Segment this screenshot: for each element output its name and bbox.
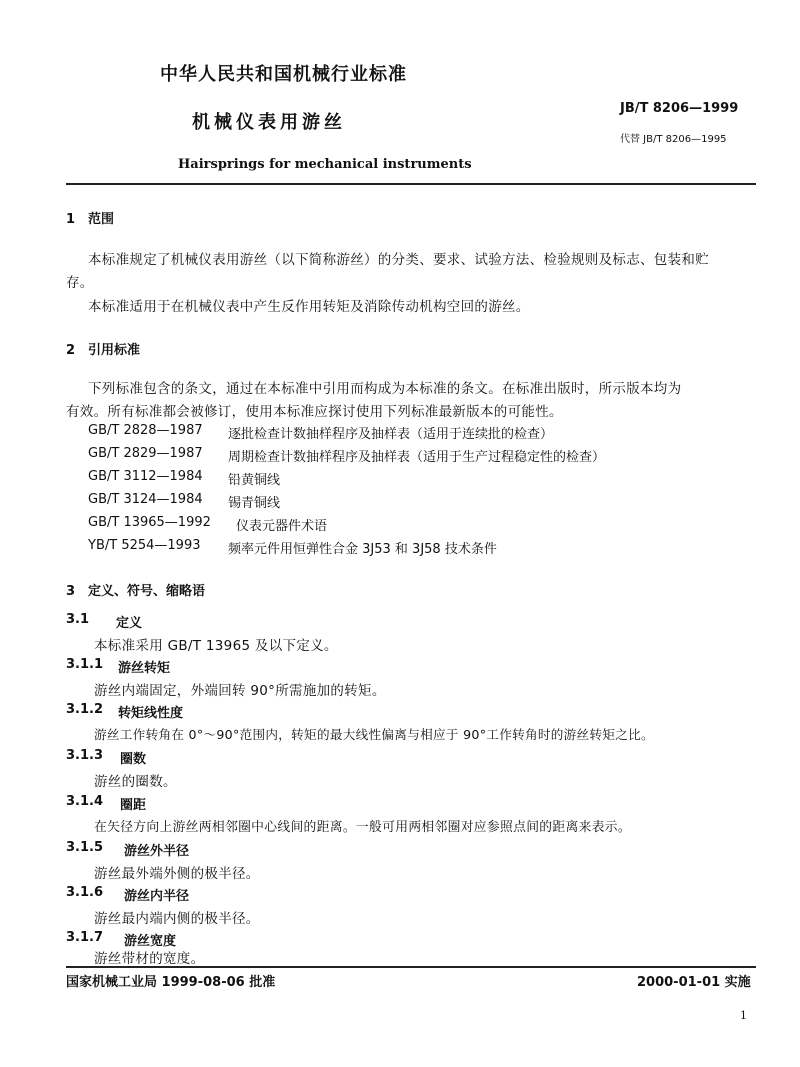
term-title: 游丝外半径: [124, 844, 190, 859]
reference-code: GB/T 3124—1984: [88, 492, 203, 507]
section-1-paragraph-1-line-1: 本标准规定了机械仪表用游丝（以下简称游丝）的分类、要求、试验方法、检验规则及标志、包装和贮: [88, 252, 709, 268]
section-2-paragraph-line-1: 下列标准包含的条文，通过在本标准中引用而构成为本标准的条文。在标准出版时，所示版本均为: [88, 381, 682, 397]
term-definition: 游丝最外端外侧的极半径。: [94, 866, 260, 882]
reference-title: 周期检查计数抽样程序及抽样表（适用于生产过程稳定性的检查）: [228, 450, 606, 465]
section-1-paragraph-1-line-2: 存。: [66, 275, 94, 291]
term-definition: 游丝工作转角在 0°～90°范围内，转矩的最大线性偏离与相应于 90°工作转角时的游丝转矩之比。: [94, 727, 654, 742]
subsection-number: 3.1: [66, 612, 90, 627]
term-number: 3.1.4: [66, 794, 104, 809]
term-title: 转矩线性度: [118, 706, 184, 721]
subsection-text: 本标准采用 GB/T 13965 及以下定义。: [94, 638, 338, 654]
term-title: 游丝转矩: [118, 661, 171, 676]
standard-title-en: Hairsprings for mechanical instruments: [178, 157, 472, 172]
reference-code: GB/T 13965—1992: [88, 515, 211, 530]
section-2-paragraph-line-2: 有效。所有标准都会被修订，使用本标准应探讨使用下列标准最新版本的可能性。: [66, 404, 563, 420]
reference-code: GB/T 2829—1987: [88, 446, 203, 461]
issuing-standard-category: 中华人民共和国机械行业标准: [160, 64, 407, 85]
term-title: 游丝宽度: [124, 934, 177, 949]
term-title: 游丝内半径: [124, 889, 190, 904]
term-definition: 游丝的圈数。: [94, 774, 177, 790]
section-3-title: 3 定义、符号、缩略语: [66, 584, 206, 599]
reference-title: 仪表元器件术语: [236, 519, 328, 534]
reference-title: 锡青铜线: [228, 496, 281, 511]
reference-title: 逐批检查计数抽样程序及抽样表（适用于连续批的检查）: [228, 427, 554, 442]
reference-title: 频率元件用恒弹性合金 3J53 和 3J58 技术条件: [228, 542, 497, 557]
standard-title-cn: 机械仪表用游丝: [192, 112, 346, 133]
term-number: 3.1.6: [66, 885, 104, 900]
implementation-date: 2000-01-01 实施: [637, 975, 751, 990]
page-number: 1: [740, 1009, 747, 1022]
standard-code: JB/T 8206—1999: [620, 101, 739, 116]
reference-code: GB/T 2828—1987: [88, 423, 203, 438]
header-divider: [66, 183, 756, 185]
term-title: 圈距: [120, 798, 147, 813]
section-2-title: 2 引用标准: [66, 343, 141, 358]
approval-statement: 国家机械工业局 1999-08-06 批准: [66, 975, 276, 990]
term-number: 3.1.1: [66, 657, 104, 672]
section-1-title: 1 范围: [66, 212, 115, 227]
term-number: 3.1.3: [66, 748, 104, 763]
term-number: 3.1.7: [66, 930, 104, 945]
reference-code: YB/T 5254—1993: [88, 538, 201, 553]
reference-title: 铅黄铜线: [228, 473, 281, 488]
term-definition: 在矢径方向上游丝两相邻圈中心线间的距离。一般可用两相邻圈对应参照点间的距离来表示。: [94, 820, 631, 835]
term-definition: 游丝内端固定，外端回转 90°所需施加的转矩。: [94, 683, 386, 699]
replaces-standard: 代替 JB/T 8206—1995: [620, 134, 727, 145]
term-definition: 游丝最内端内侧的极半径。: [94, 911, 260, 927]
term-title: 圈数: [120, 752, 147, 767]
term-number: 3.1.5: [66, 840, 104, 855]
subsection-title: 定义: [116, 616, 143, 631]
reference-code: GB/T 3112—1984: [88, 469, 203, 484]
footer-divider: [66, 966, 756, 968]
section-1-paragraph-2: 本标准适用于在机械仪表中产生反作用转矩及消除传动机构空回的游丝。: [88, 299, 530, 315]
term-number: 3.1.2: [66, 702, 104, 717]
term-definition: 游丝带材的宽度。: [94, 951, 205, 967]
